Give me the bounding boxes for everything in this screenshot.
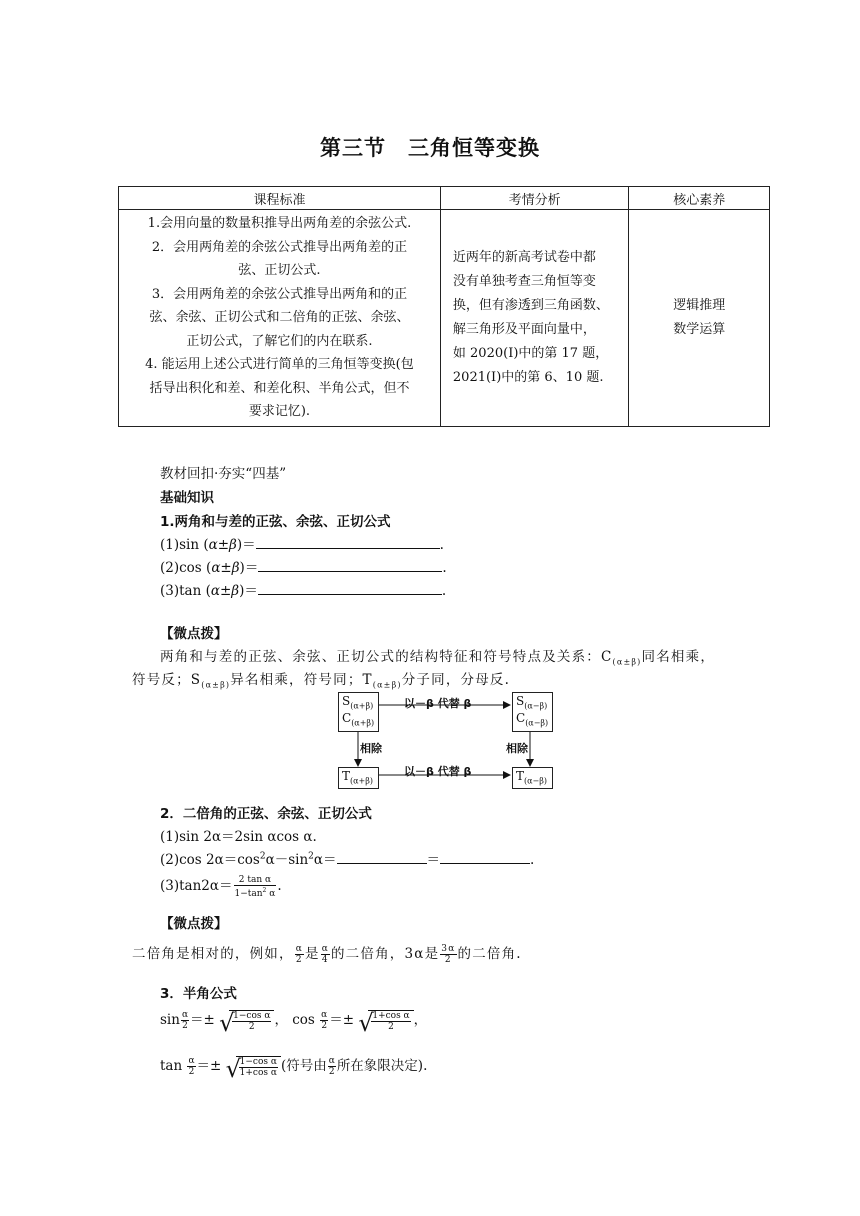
topic1-heading: 1.两角和与差的正弦、余弦、正切公式 [160, 514, 391, 530]
label-replace-bottom: 以－β 代替 β [404, 765, 472, 778]
curriculum-line: 弦、正切公式. [238, 263, 321, 278]
label-divide-right: 相除 [506, 742, 528, 755]
section-header: 教材回扣·夯实“四基” [160, 466, 287, 482]
answer-blank[interactable] [440, 851, 530, 864]
sin-sum-formula: (1)sin (α±β)＝ . [160, 537, 444, 553]
answer-blank[interactable] [258, 559, 442, 572]
analysis-line: 解三角形及平面向量中， [452, 321, 596, 337]
analysis-line: 如 2020(Ⅰ)中的第 17 题， [452, 345, 609, 361]
analysis-line: 2021(Ⅰ)中的第 6、10 题. [452, 369, 604, 385]
topic3-heading: 3．半角公式 [160, 986, 237, 1002]
tip2-label: 【微点拨】 [160, 916, 228, 932]
curriculum-line: 1.会用向量的数量积推导出两角差的余弦公式. [147, 216, 412, 231]
analysis-line: 近两年的新高考试卷中都 [452, 249, 596, 265]
header-curriculum: 课程标准 [119, 187, 441, 210]
sqrt-sign: √ $\frac{\text{1−cos α}}{\text{1+cos α}}$ [226, 1056, 281, 1078]
curriculum-line: 要求记忆). [248, 404, 311, 419]
answer-blank[interactable] [256, 536, 440, 549]
tan-sum-formula: (3)tan (α±β)＝ . [160, 583, 447, 599]
cos-sum-formula: (2)cos (α±β)＝ . [160, 560, 447, 576]
sqrt-sign: √ $\frac{\text{1+cos α}}{2}$ [358, 1010, 413, 1032]
analysis-cell [440, 210, 629, 427]
cos-double-formula: (2)cos $2\alpha=\cos^2\alpha-\sin^2\alpha=$ ＝ . [160, 851, 535, 868]
analysis-line: 没有单独考查三角恒等变 [452, 273, 596, 289]
half-angle-sin-cos: sin $\frac{\alpha}{2}$ ＝± √ $\frac{\text{1−cos α}}{2}$ ， cos $\frac{\alpha}{2}$ ＝± √ $\frac{\text{1+cos α}}{2}$ ， [160, 1008, 428, 1037]
curriculum-cell [119, 210, 441, 427]
label-replace-top: 以－β 代替 β [404, 697, 472, 710]
box-diff-sin-cos: $S_{(\alpha-\beta)}$ $C_{(\alpha-\beta)}$ [512, 692, 553, 732]
curriculum-line: 正切公式，了解它们的内在联系. [186, 333, 373, 349]
sqrt-sign: √ $\frac{\text{1−cos α}}{2}$ [219, 1010, 274, 1032]
header-literacy: 核心素养 [629, 187, 770, 210]
half-angle-tan: tan $\frac{\alpha}{2}$ ＝± √ $\frac{\text{1−cos α}}{\text{1+cos α}}$ (符号由 $\frac{\alpha}{2}$ 所在象限决定). [160, 1054, 428, 1083]
literacy-item: 逻辑推理 [673, 297, 726, 313]
box-sum-tan: $T_{(\alpha+\beta)}$ [338, 767, 379, 789]
header-analysis: 考情分析 [440, 187, 629, 210]
basic-knowledge-heading: 基础知识 [160, 490, 214, 506]
curriculum-line: 弦、余弦、正切公式和二倍角的正弦、余弦、 [149, 310, 410, 325]
tan-double-formula: (3)tan2α＝ $\frac{\text{2 tan α}}{1-\tan^2 \alpha}$ . [160, 874, 282, 899]
tip1-text-line2: 符号反；$S_{(\alpha\pm\beta)}$异名相乘，符号同；$T_{(\alpha\pm\beta)}$分子同，分母反. [132, 672, 511, 690]
tip1-label: 【微点拨】 [160, 626, 228, 642]
tip1-text-line1: 两角和与差的正弦、余弦、正切公式的结构特征和符号特点及关系：$C_{(\alpha\pm\beta)}$同名相乘， [160, 649, 716, 667]
analysis-line: 换，但有渗透到三角函数、 [452, 297, 609, 313]
tip2-text: 二倍角是相对的，例如， $\frac{\alpha}{2}$ 是 $\frac{\alpha}{4}$ 的二倍角，3α是 $\frac{3\alpha}{2}$ 的二倍角. [132, 944, 522, 965]
answer-blank[interactable] [258, 582, 442, 595]
literacy-item: 数学运算 [673, 321, 726, 337]
box-sum-sin-cos: $S_{(\alpha+\beta)}$ $C_{(\alpha+\beta)}$ [338, 692, 379, 732]
sin-double-formula: (1)sin 2α＝2sin αcos α. [160, 829, 317, 845]
curriculum-table [118, 186, 770, 427]
box-diff-tan: $T_{(\alpha-\beta)}$ [512, 767, 553, 789]
curriculum-line: 3．会用两角差的余弦公式推导出两角和的正 [151, 286, 408, 302]
curriculum-line: 括导出积化和差、和差化积、半角公式，但不 [149, 380, 410, 396]
curriculum-line: 2．会用两角差的余弦公式推导出两角差的正 [151, 239, 408, 255]
topic2-heading: 2．二倍角的正弦、余弦、正切公式 [160, 806, 372, 822]
answer-blank[interactable] [337, 851, 427, 864]
curriculum-line: 4. 能运用上述公式进行简单的三角恒等变换(包 [145, 357, 414, 372]
label-divide-left: 相除 [360, 742, 382, 755]
literacy-cell [629, 210, 770, 427]
page-title: 第三节 三角恒等变换 [320, 136, 540, 160]
tan-double-fraction: $\frac{\text{2 tan α}}{1-\tan^2 \alpha}$ [234, 874, 276, 899]
